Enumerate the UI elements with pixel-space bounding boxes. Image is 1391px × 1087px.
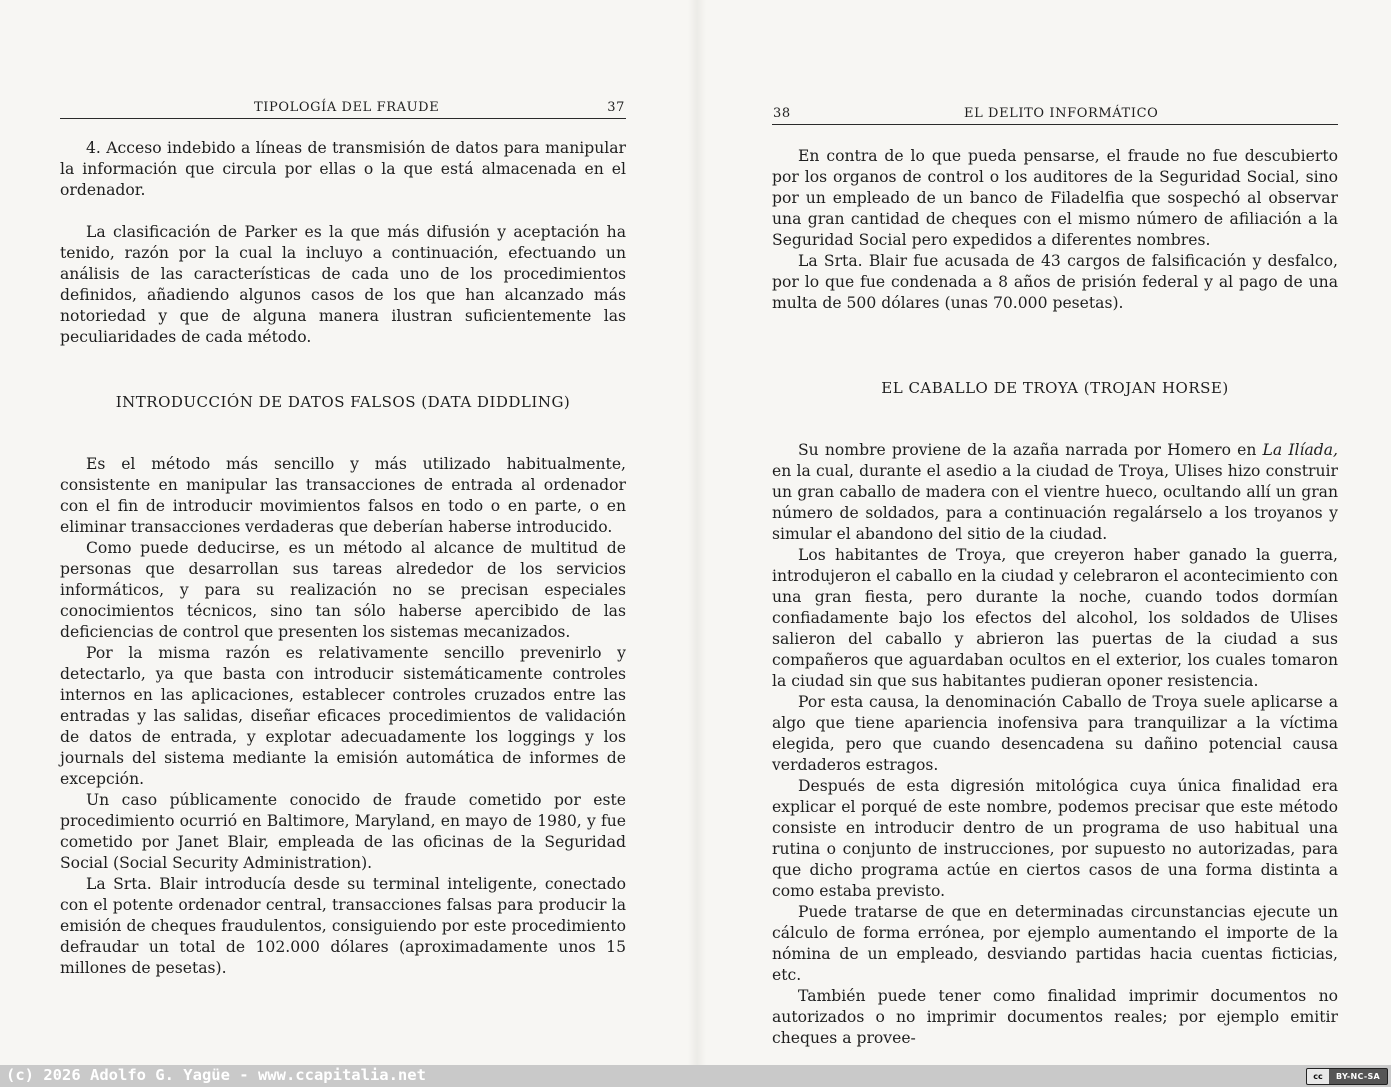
right-section-heading: EL CABALLO DE TROYA (TROJAN HORSE) (881, 379, 1229, 397)
right-running-head-title: EL DELITO INFORMÁTICO (964, 106, 1159, 121)
paragraph: Puede tratarse de que en determinadas circunstancias ejecute un cálculo de forma errónea, por ejemplo aumentando el importe de la nómina de un empleado, desviando partidas hacia cuentas ficticias, etc. (772, 903, 1338, 984)
paragraph: Un caso públicamente conocido de fraude cometido por este procedimiento ocurrió en Baltimore, Maryland, en mayo de 1980, y fue cometido por Janet Blair, empleada de las oficinas de la Seguridad Social (Social Security Administration). (60, 791, 626, 872)
text-run: Su nombre proviene de la azaña narrada por Homero en (798, 441, 1263, 459)
left-intro-block (60, 138, 626, 348)
cc-icon: cc (1307, 1069, 1329, 1084)
left-running-head (60, 100, 626, 119)
paragraph: Es el método más sencillo y más utilizado habitualmente, consistente en manipular las transacciones de entrada al ordenador con el fin de introducir movimientos falsos en todo o en parte, o en eliminar transacciones verdaderas que deberían haberse introducido. (60, 455, 626, 536)
paragraph: Por esta causa, la denominación Caballo de Troya suele aplicarse a algo que tiene apariencia inofensiva para tranquilizar a la víctima elegida, pero que cuando desencadena su dañino potencial causa verdaderos estragos. (772, 693, 1338, 774)
paragraph: La Srta. Blair introducía desde su terminal inteligente, conectado con el potente ordenador central, transacciones falsas para producir la emisión de cheques fraudulentos, consiguiendo por este procedimiento defraudar un total de 102.000 dólares (aproximadamente unos 15 millones de pesetas). (60, 875, 626, 977)
paragraph: La Srta. Blair fue acusada de 43 cargos de falsificación y desfalco, por lo que fue condenada a 8 años de prisión federal y al pago de una multa de 500 dólares (unas 70.000 pesetas). (772, 252, 1338, 312)
copyright-footer (0, 1065, 1391, 1087)
paragraph: 4. Acceso indebido a líneas de transmisión de datos para manipular la información que circula por ellas o la que está almacenada en el ordenador. (60, 139, 626, 199)
book-gutter (688, 0, 706, 1065)
paragraph: La clasificación de Parker es la que más difusión y aceptación ha tenido, razón por la cual la incluyo a continuación, efectuando un análisis de las características de cada uno de los procedimientos definidos, añadiendo algunos casos de los que han alcanzado más notoriedad y que de alguna manera ilustran suficientemente las peculiaridades de cada método. (60, 223, 626, 346)
right-page-number: 38 (773, 106, 791, 121)
right-section-body (772, 440, 1338, 1049)
left-running-head-title: TIPOLOGÍA DEL FRAUDE (254, 100, 440, 115)
paragraph: También puede tener como finalidad imprimir documentos no autorizados o no imprimir documentos reales; por ejemplo emitir cheques a provee- (772, 987, 1338, 1047)
paragraph: Después de esta digresión mitológica cuya única finalidad era explicar el porqué de este nombre, podemos precisar que este método consiste en introducir dentro de un programa de uso habitual una rutina o conjunto de instrucciones, por supuesto no autorizadas, para que dicho programa actúe en ciertos casos de una forma distinta a como estaba previsto. (772, 777, 1338, 900)
book-title-italic: La Ilíada, (1262, 441, 1338, 459)
copyright-text: (c) 2026 Adolfo G. Yagüe - www.ccapitalia.net (6, 1066, 426, 1084)
right-running-head (772, 106, 1338, 125)
left-page-number: 37 (607, 100, 625, 115)
paragraph: Por la misma razón es relativamente sencillo prevenirlo y detectarlo, ya que basta con introducir sistemáticamente controles internos en las aplicaciones, establecer controles cruzados entre las entradas y las salidas, diseñar eficaces procedimientos de validación de datos de entrada, y explotar adecuadamente los loggings y los journals del sistema mediante la emisión automática de informes de excepción. (60, 644, 626, 788)
text-run: en la cual, durante el asedio a la ciudad de Troya, Ulises hizo construir un gran caballo de madera con el vientre hueco, ocultando allí un gran número de soldados, para a continuación regalárselo a los troyanos y simular el abandono del sitio de la ciudad. (772, 462, 1338, 543)
paragraph: Los habitantes de Troya, que creyeron haber ganado la guerra, introdujeron el caballo en la ciudad y celebraron el acontecimiento con una gran fiesta, pero durante la noche, cuando todos dormían confiadamente bajo los efectos del alcohol, los soldados de Ulises salieron del caballo y abrieron las puertas de la ciudad a sus compañeros que aguardaban ocultos en el exterior, los cuales tomaron la ciudad sin que sus habitantes pudieran oponer resistencia. (772, 546, 1338, 690)
cc-license-badge[interactable] (1306, 1068, 1388, 1085)
left-section-body (60, 454, 626, 979)
license-label: BY-NC-SA (1335, 1072, 1381, 1081)
paragraph: En contra de lo que pueda pensarse, el fraude no fue descubierto por los organos de control o los auditores de la Seguridad Social, sino por un empleado de un banco de Filadelfia que sospechó al observar una gran cantidad de cheques con el mismo número de afiliación a la Seguridad Social pero expedidos a diferentes nombres. (772, 147, 1338, 249)
paragraph (772, 440, 1338, 545)
left-section-heading: INTRODUCCIÓN DE DATOS FALSOS (DATA DIDDLING) (115, 393, 571, 411)
paragraph: Como puede deducirse, es un método al alcance de multitud de personas que desarrollan sus tareas alrededor de los servicios informáticos, y para su realización no se precisan especiales conocimientos técnicos, sino tan sólo haberse apercibido de las deficiencias de control que presenten los sistemas mecanizados. (60, 539, 626, 641)
right-top-block (772, 146, 1338, 314)
